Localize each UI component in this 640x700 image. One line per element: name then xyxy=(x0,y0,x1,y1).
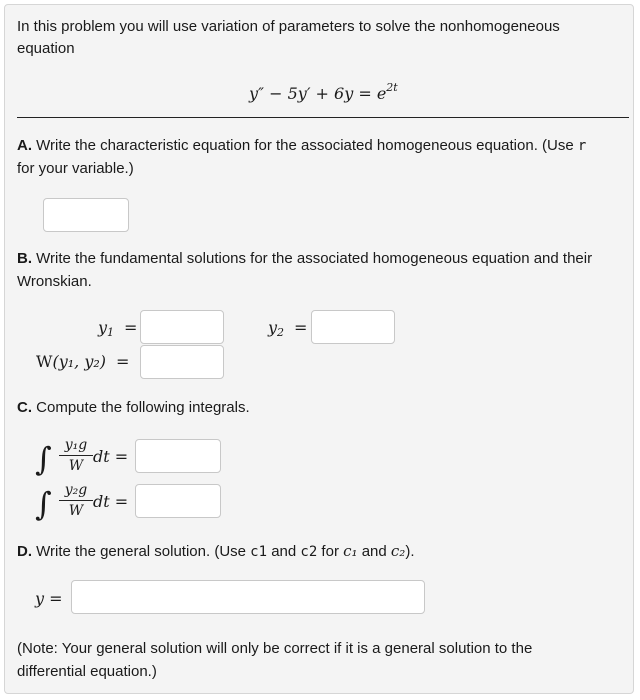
divider xyxy=(17,117,629,118)
part-b-line-1 xyxy=(17,248,592,270)
intro-line-2: equation xyxy=(17,40,75,57)
integral-1-fraction: y₁g W xyxy=(59,437,93,474)
part-c-line-1 xyxy=(17,397,250,419)
wronskian-label: W(y₁, y₂) = xyxy=(36,352,130,371)
part-a-line-1 xyxy=(17,135,586,157)
y2-label: $y_2$ = xyxy=(268,318,308,339)
main-equation xyxy=(249,81,398,103)
y2-input[interactable] xyxy=(311,310,395,344)
integral-2-input[interactable] xyxy=(135,484,221,518)
y1-label: $y_1$ = xyxy=(98,318,138,339)
part-c-text: Compute the following integrals. xyxy=(32,399,250,416)
part-b-label: B. xyxy=(17,250,32,267)
part-d-label: D. xyxy=(17,543,32,560)
integral-1-dt: dt = xyxy=(93,447,129,466)
characteristic-equation-input[interactable] xyxy=(43,198,129,232)
problem-card xyxy=(4,4,634,694)
part-a-line-2: for your variable.) xyxy=(17,160,134,177)
part-c-label: C. xyxy=(17,399,32,416)
part-a-text: Write the characteristic equation for the associated homogeneous equation. (Use xyxy=(32,137,578,154)
part-b-text: Write the fundamental solutions for the associated homogeneous equation and their xyxy=(32,250,593,267)
note-line-2: differential equation.) xyxy=(17,663,157,680)
general-solution-input[interactable] xyxy=(71,580,425,614)
y1-input[interactable] xyxy=(140,310,224,344)
part-a-var: r xyxy=(577,138,587,154)
equation-exponent: 2t xyxy=(386,81,398,94)
part-b-line-2: Wronskian. xyxy=(17,273,92,290)
integral-2-dt: dt = xyxy=(93,492,129,511)
part-a-label: A. xyxy=(17,137,32,154)
general-solution-label: y = xyxy=(35,589,63,608)
equation-lhs: y″ − 5y′ + 6y = e xyxy=(249,84,387,103)
integral-sign-1: ∫ xyxy=(35,440,52,478)
wronskian-input[interactable] xyxy=(140,345,224,379)
integral-1-input[interactable] xyxy=(135,439,221,473)
integral-2-fraction: y₂g W xyxy=(59,482,93,519)
integral-sign-2: ∫ xyxy=(35,485,52,523)
part-d-line-1: D. Write the general solution. (Use c1 and c2 for c₁ and c₂). xyxy=(17,542,415,560)
intro-line-1: In this problem you will use variation of parameters to solve the nonhomogeneous xyxy=(17,18,560,35)
note-line-1: (Note: Your general solution will only be correct if it is a general solution to the xyxy=(17,640,533,657)
